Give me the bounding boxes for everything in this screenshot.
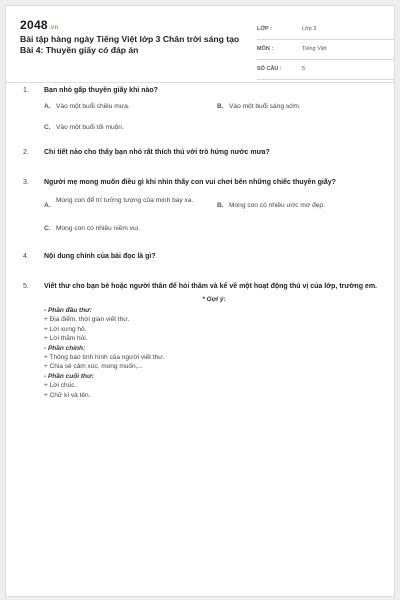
site-logo[interactable]: 2048.vn: [20, 18, 59, 32]
option-letter: A.: [44, 202, 51, 209]
question-list: [20, 86, 380, 400]
question-3: [20, 178, 380, 188]
header-divider: [6, 82, 394, 83]
question-text: Bạn nhỏ gấp thuyền giấy khi nào?: [44, 87, 158, 94]
meta-label: SỐ CÂU :: [257, 66, 282, 72]
answer-space: [20, 162, 380, 178]
meta-row-grade: [257, 22, 395, 40]
option-text: Mong con có nhiều ước mơ đẹp.: [229, 202, 325, 209]
option-letter: C.: [44, 124, 51, 131]
hint-line: + Thông báo tình hình của người viết thư.: [44, 354, 165, 362]
hint-lines: [20, 306, 380, 400]
question-5: [20, 282, 380, 292]
question-number: 5.: [23, 283, 29, 290]
options-row: [44, 192, 380, 218]
options-row: [44, 100, 380, 120]
option-text: Vào một buổi chiều mưa.: [56, 103, 130, 110]
question-number: 2.: [23, 149, 29, 156]
question-number: 4.: [23, 253, 29, 260]
question-1: [20, 86, 380, 96]
option-text: Mong con có nhiều niềm vui.: [56, 225, 140, 232]
option-letter: B.: [217, 103, 224, 110]
option-letter: C.: [44, 225, 51, 232]
question-text: Người mẹ mong muốn điều gì khi nhìn thấy con vui chơi bên những chiếc thuyền giấy?: [44, 179, 336, 186]
answer-space: [20, 266, 380, 282]
meta-label: LỚP :: [257, 26, 272, 32]
option-letter: A.: [44, 103, 51, 110]
hint-label: * Gợi ý:: [202, 296, 226, 303]
meta-label: MÔN :: [257, 46, 274, 52]
meta-value: Tiếng Việt: [302, 46, 327, 52]
question-text: Chi tiết nào cho thấy bạn nhỏ rất thích thú với trò hứng nước mưa?: [44, 149, 270, 156]
document-title: Bài tập hàng ngày Tiếng Việt lớp 3 Chân trời sáng tạo Bài 4: Thuyền giấy có đáp án: [20, 34, 240, 55]
worksheet-page: [5, 5, 395, 597]
meta-row-subject: [257, 42, 395, 60]
hint-heading: - Phần chính:: [44, 344, 86, 352]
question-text: Nội dung chính của bài đọc là gì?: [44, 253, 156, 260]
options-row: [44, 120, 380, 140]
hint-line: + Lời chúc.: [44, 382, 77, 390]
hint-heading: - Phần đầu thư:: [44, 307, 92, 314]
hint-line: + Lời thăm hỏi.: [44, 335, 88, 343]
option-letter: B.: [217, 202, 224, 209]
meta-row-question-count: [257, 62, 395, 80]
question-number: 1.: [23, 87, 29, 94]
hint-line: + Chia sẻ cảm xúc, mong muốn,...: [44, 363, 143, 371]
question-4: [20, 252, 380, 262]
question-text: Viết thư cho bạn bè hoặc người thân để hỏi thăm và kể về một hoạt động thú vị của lớp, trường em.: [44, 283, 377, 290]
question-number: 3.: [23, 179, 29, 186]
hint-line: + Lời xưng hô.: [44, 325, 87, 333]
option-text: Vào một buổi sáng sớm.: [229, 103, 301, 110]
hint-line: + Địa điểm, thời gian viết thư.: [44, 316, 130, 324]
meta-info: [257, 22, 395, 82]
question-3-options: [44, 192, 380, 238]
worksheet-header: [20, 18, 385, 78]
question-1-options: [44, 100, 380, 140]
hint-line: + Chữ kí và tên.: [44, 391, 91, 399]
meta-value: Lớp 3: [302, 26, 317, 32]
options-row: [44, 218, 380, 238]
meta-value: 5: [302, 66, 306, 72]
option-text: Mong con để trí tưởng tượng của mình bay xa.: [56, 197, 194, 204]
hint-heading: - Phần cuối thư:: [44, 372, 94, 380]
option-text: Vào một buổi tối muộn.: [56, 124, 124, 131]
question-2: [20, 148, 380, 158]
